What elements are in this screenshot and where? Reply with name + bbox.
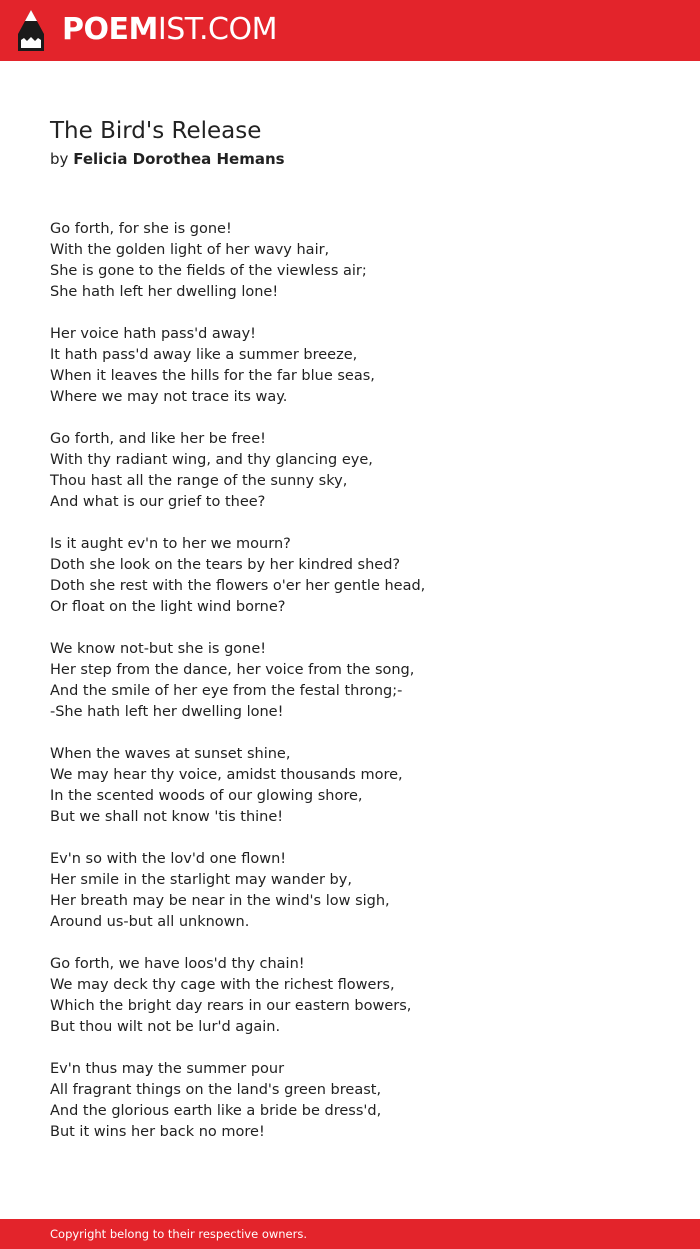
poem-title: The Bird's Release [50, 118, 262, 144]
poem-line: It hath pass'd away like a summer breeze, [50, 347, 358, 363]
poem-line: And the smile of her eye from the festal throng;- [50, 683, 403, 699]
poem-line: And the glorious earth like a bride be dress'd, [50, 1103, 382, 1119]
poem-line: But we shall not know 'tis thine! [50, 809, 284, 825]
poem-line: We know not-but she is gone! [50, 641, 267, 657]
poem-line: She is gone to the fields of the viewless air; [50, 263, 367, 279]
stanza [50, 1059, 670, 1143]
stanza [50, 219, 670, 303]
poem-author: Felicia Dorothea Hemans [73, 150, 285, 168]
poem-line: Her smile in the starlight may wander by, [50, 872, 352, 888]
stanza [50, 744, 670, 828]
site-logo[interactable] [62, 12, 277, 48]
poem-line: And what is our grief to thee? [50, 494, 266, 510]
poem-line: Her step from the dance, her voice from the song, [50, 662, 415, 678]
poem-line: Doth she look on the tears by her kindred shed? [50, 557, 401, 573]
logo-text-bold: POEM [62, 12, 158, 47]
poem-body [50, 219, 670, 1164]
poem-line: When the waves at sunset shine, [50, 746, 291, 762]
stanza [50, 534, 670, 618]
poem-line: Ev'n thus may the summer pour [50, 1061, 285, 1077]
logo-text-light: IST.COM [157, 12, 277, 47]
poem-line: With the golden light of her wavy hair, [50, 242, 330, 258]
poem-line: Ev'n so with the lov'd one flown! [50, 851, 287, 867]
site-footer [0, 1219, 700, 1249]
poem-line: Go forth, and like her be free! [50, 431, 266, 447]
poem-line: When it leaves the hills for the far blue seas, [50, 368, 375, 384]
poem-line: Around us-but all unknown. [50, 914, 250, 930]
poem-line: Which the bright day rears in our eastern bowers, [50, 998, 412, 1014]
stanza [50, 849, 670, 933]
stanza [50, 954, 670, 1038]
stanza [50, 639, 670, 723]
poem-line: All fragrant things on the land's green breast, [50, 1082, 382, 1098]
poem-line: Doth she rest with the flowers o'er her gentle head, [50, 578, 426, 594]
by-label: by [50, 150, 69, 168]
poem-line: But thou wilt not be lur'd again. [50, 1019, 281, 1035]
poem-line: She hath left her dwelling lone! [50, 284, 279, 300]
site-header [0, 0, 700, 61]
poem-line: Thou hast all the range of the sunny sky, [50, 473, 348, 489]
poem-line: Her breath may be near in the wind's low sigh, [50, 893, 390, 909]
stanza [50, 429, 670, 513]
poem-line: We may deck thy cage with the richest flowers, [50, 977, 395, 993]
poem-line: Her voice hath pass'd away! [50, 326, 256, 342]
poem-line: -She hath left her dwelling lone! [50, 704, 284, 720]
poem-line: Is it aught ev'n to her we mourn? [50, 536, 291, 552]
stanza [50, 324, 670, 408]
poem-line: In the scented woods of our glowing shore, [50, 788, 363, 804]
poem-line: We may hear thy voice, amidst thousands more, [50, 767, 403, 783]
poem-line: Or float on the light wind borne? [50, 599, 286, 615]
poem-line: Go forth, for she is gone! [50, 221, 232, 237]
pencil-icon[interactable] [18, 10, 44, 51]
poem-line: But it wins her back no more! [50, 1124, 265, 1140]
poem-line: Go forth, we have loos'd thy chain! [50, 956, 305, 972]
poem-line: Where we may not trace its way. [50, 389, 288, 405]
copyright-notice: Copyright belong to their respective owners. [50, 1227, 308, 1241]
poem-byline [50, 149, 285, 169]
poem-line: With thy radiant wing, and thy glancing eye, [50, 452, 373, 468]
